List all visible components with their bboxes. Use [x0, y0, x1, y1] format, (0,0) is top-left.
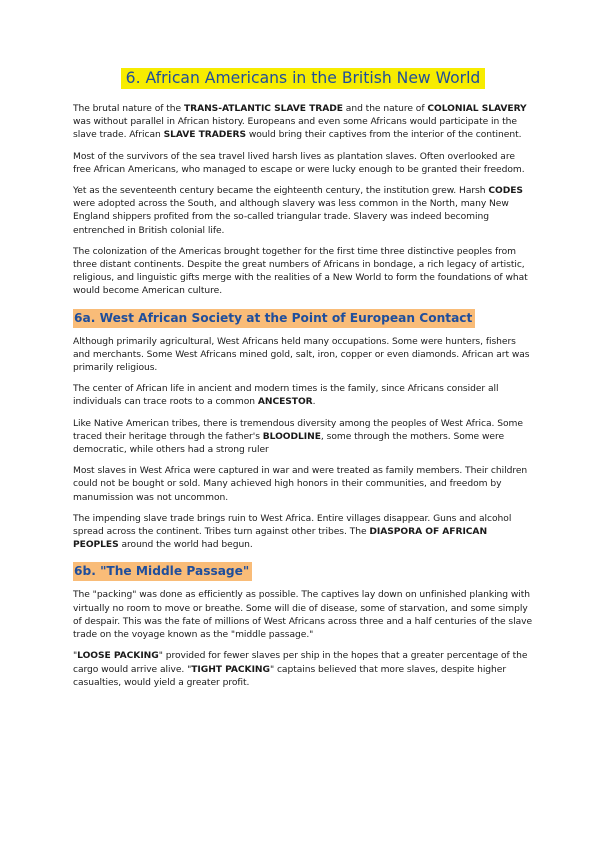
text-run: . — [312, 397, 316, 408]
text-run: " — [73, 651, 78, 662]
paragraph — [73, 246, 533, 299]
paragraph — [73, 465, 533, 505]
paragraph — [73, 103, 533, 143]
text-run: Like Native American tribes, there is tremendous diversity among the peoples of West Africa. Some traced their heritage through the father's — [73, 418, 523, 442]
text-run: The colonization of the Americas brought together for the first time three distinctive peoples from three distant continents. Despite the great numbers of Africans in bondage, a rich legacy of artistic, religious, and linguistic gifts merge with the realities of a New World to form the foundations of what would become American culture. — [73, 246, 528, 297]
text-run: Yet as the seventeenth century became the eighteenth century, the institution grew. Harsh — [73, 186, 489, 197]
emphasized-term: TIGHT PACKING — [191, 664, 270, 675]
emphasized-term: DIASPORA OF AFRICAN PEOPLES — [73, 527, 488, 551]
paragraph — [73, 589, 533, 642]
paragraph — [73, 418, 533, 458]
emphasized-term: BLOODLINE — [262, 431, 321, 442]
section-heading-6a: 6a. West African Society at the Point of European Contact — [73, 309, 475, 328]
text-run: would bring their captives from the interior of the continent. — [245, 130, 522, 141]
paragraph — [73, 513, 533, 553]
text-run: The center of African life in ancient and modern times is the family, since Africans consider all individuals can trace roots to a common — [73, 384, 499, 408]
paragraph — [73, 383, 533, 409]
text-run: Most of the survivors of the sea travel lived harsh lives as plantation slaves. Often overlooked are free African Americans, who managed to escape or were lucky enough to be granted their freedom. — [73, 151, 525, 175]
emphasized-term: TRANS-ATLANTIC SLAVE TRADE — [183, 104, 343, 114]
intro-section — [73, 103, 533, 299]
text-run: was without parallel in African history. Europeans and even some Africans would participate in the slave trade. African — [73, 117, 517, 141]
emphasized-term: SLAVE TRADERS — [163, 130, 246, 141]
document-page — [73, 68, 533, 698]
emphasized-term: ANCESTOR — [257, 397, 313, 408]
text-run: The brutal nature of the — [73, 104, 184, 114]
section-west-african-society — [73, 307, 533, 553]
text-run: Most slaves in West Africa were captured in war and were treated as family members. Their children could not be bought or sold. Many achieved high honors in their communities, and freedom by manumission was not uncommon. — [73, 466, 528, 503]
text-run: " captains believed that more slaves, despite higher casualties, would yield a greater profit. — [73, 664, 507, 688]
paragraph — [73, 151, 533, 177]
text-run: " provided for fewer slaves per ship in the hopes that a greater percentage of the cargo would arrive alive. " — [73, 651, 528, 675]
section-middle-passage — [73, 560, 533, 689]
emphasized-term: CODES — [488, 186, 523, 197]
section-heading-6b: 6b. "The Middle Passage" — [73, 562, 252, 581]
emphasized-term: LOOSE PACKING — [77, 651, 159, 662]
text-run: , some through the mothers. Some were democratic, while others had a strong ruler — [73, 431, 505, 456]
paragraph — [73, 650, 533, 690]
text-run: The "packing" was done as efficiently as possible. The captives lay down on unfinished planking with virtually no room to move or breathe. Some will die of disease, some of starvation, and some simply of despair. This was the fate of millions of West Africans across three and a half centuries of the slave trade on the voyage known as the "middle passage." — [73, 590, 533, 641]
text-run: The impending slave trade brings ruin to West Africa. Entire villages disappear. Guns and alcohol spread across the continent. Tribes turn against other tribes. The — [73, 513, 512, 538]
paragraph — [73, 185, 533, 238]
paragraph — [73, 336, 533, 376]
page-title: 6. African Americans in the British New World — [121, 68, 486, 89]
text-run: around the world had begun. — [118, 540, 253, 551]
text-run: were adopted across the South, and although slavery was less common in the North, many New England shippers profited from the so-called triangular trade. Slavery was indeed becoming entrenched in British colonial life. — [73, 199, 509, 236]
text-run: Although primarily agricultural, West Africans held many occupations. Some were hunters, fishers and merchants. Some West Africans mined gold, salt, iron, copper or even diamonds. African art was primarily religious. — [73, 336, 530, 374]
text-run: and the nature of — [342, 104, 428, 114]
emphasized-term: COLONIAL SLAVERY — [427, 104, 527, 114]
